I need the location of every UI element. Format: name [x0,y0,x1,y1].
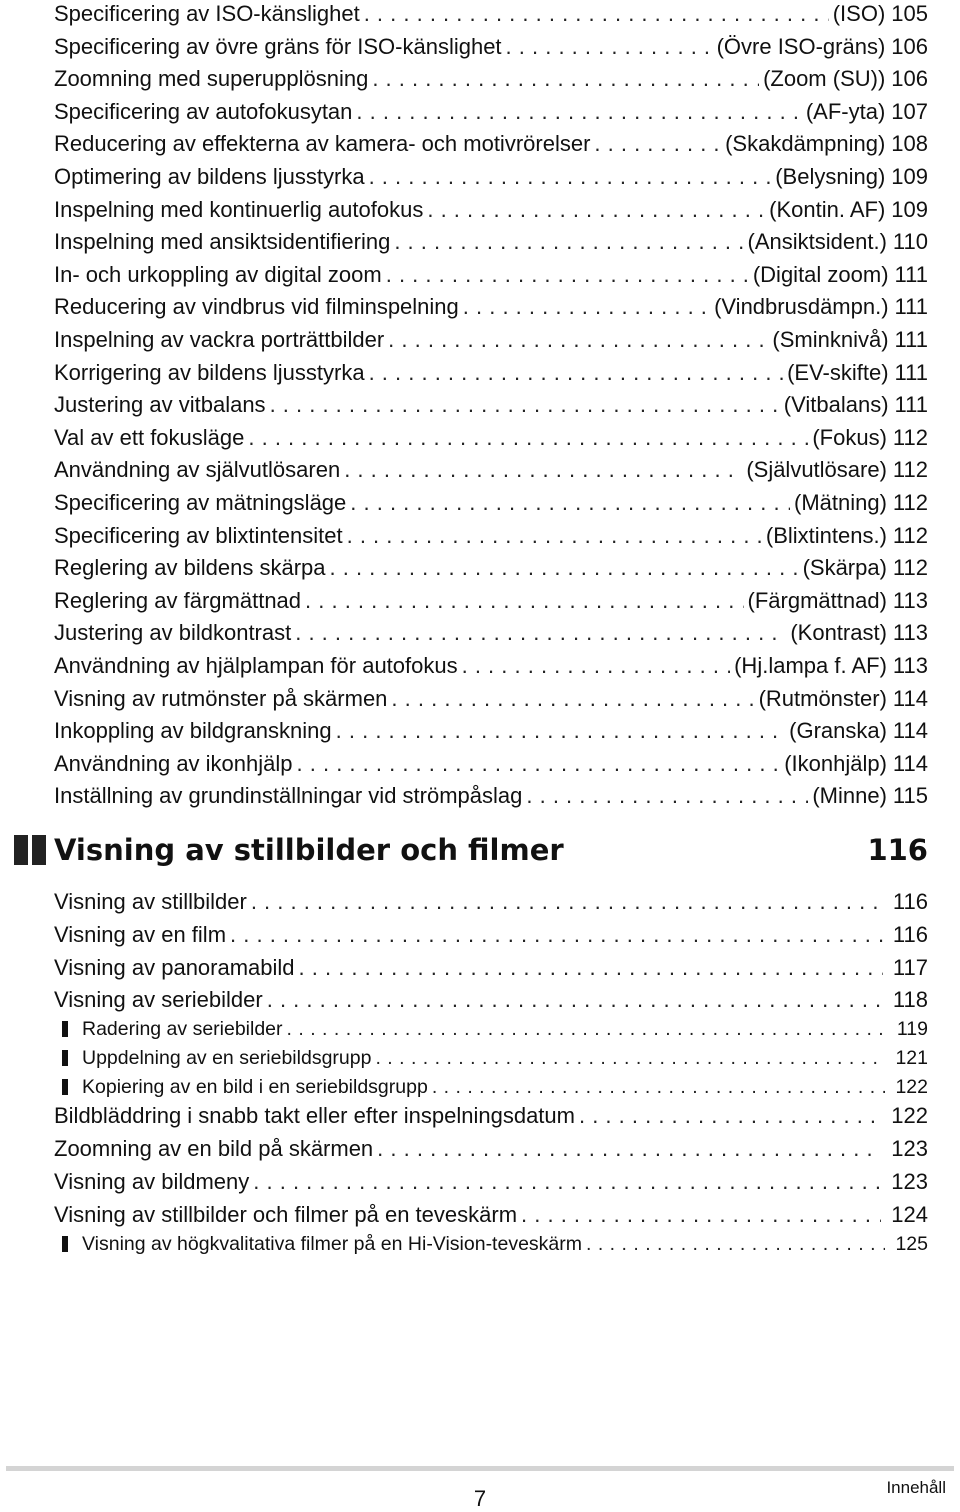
toc-entry-setting-name: (Rutmönster) [758,686,887,711]
toc-entry-page: 106 [891,66,928,91]
toc-entry-title [54,1168,249,1196]
toc-entry[interactable] [54,986,928,1014]
toc-entry-setting-name: (Minne) [812,783,887,808]
toc-entry-title [54,921,226,949]
dot-leader [427,196,765,224]
dot-leader [330,554,799,582]
toc-entry-right [784,391,928,419]
toc-entry-label: Användning av självutlösaren [54,457,341,482]
toc-entry-right [787,359,928,387]
toc-entry[interactable] [54,1135,928,1163]
toc-entry-title [54,293,459,321]
toc-entry-page: 114 [892,718,928,743]
toc-entry-page: 124 [891,1202,928,1227]
toc-entry-title [54,33,502,61]
toc-entry-title [54,391,266,419]
toc-entry[interactable] [54,293,928,321]
toc-entry-title [54,196,423,224]
sub-entry-bullet-icon [62,1079,68,1095]
toc-entry-title [54,489,346,517]
section-heading [14,830,928,870]
footer-divider [6,1466,954,1471]
toc-entry-setting-name: (Färgmättnad) [747,588,887,613]
toc-entry-setting-name: (Granska) [789,718,887,743]
toc-entry-right [748,587,928,615]
dot-leader [364,0,829,28]
toc-entry-title [54,326,384,354]
dot-leader [295,619,786,647]
toc-entry[interactable] [54,921,928,949]
toc-entry-title [62,1044,371,1072]
toc-entry-title [54,424,244,452]
toc-entry-title [54,652,458,680]
dot-leader [394,228,743,256]
toc-entry-right [885,1168,928,1196]
toc-entry[interactable] [54,750,928,778]
dot-leader [375,1044,885,1072]
toc-entry-right [803,554,928,582]
dot-leader [386,261,749,289]
toc-entry-right [772,326,928,354]
toc-entry-right [889,1044,928,1072]
toc-entry[interactable] [54,98,928,126]
toc-entry[interactable] [62,1073,928,1101]
toc-entry-right [746,456,928,484]
toc-entry-title [62,1073,428,1101]
toc-entry-page: 112 [892,555,928,580]
toc-entry-page: 105 [891,1,928,26]
toc-entry-title [54,685,387,713]
toc-entry-page: 113 [892,588,928,613]
toc-entry-right [717,33,928,61]
toc-entry-title [54,228,390,256]
toc-entry-setting-name: (Fokus) [812,425,887,450]
dot-leader [248,424,808,452]
toc-entry[interactable] [54,954,928,982]
dot-leader [336,717,785,745]
toc-entry-right [734,652,928,680]
dot-leader [305,587,744,615]
toc-entry-label: Specificering av ISO-känslighet [54,1,360,26]
toc-entry-page: 117 [892,955,928,980]
toc-entry-title [54,0,360,28]
toc-entry-right [759,685,928,713]
dot-leader [579,1102,881,1130]
toc-entry-label: Reducering av effekterna av kamera- och motivrörelser [54,131,591,156]
toc-entry-title [62,1230,582,1258]
toc-entry-label: Justering av bildkontrast [54,620,292,645]
toc-entry-label: Bildbläddring i snabb takt eller efter inspelningsdatum [54,1103,575,1128]
section-page-number: 116 [867,833,928,867]
toc-entry-right [763,65,928,93]
toc-entry[interactable] [54,391,928,419]
toc-entry-setting-name: (ISO) [832,1,886,26]
toc-entry-label: Optimering av bildens ljusstyrka [54,164,365,189]
toc-entry[interactable] [62,1044,928,1072]
toc-entry-setting-name: (Kontrast) [790,620,887,645]
toc-entry-setting-name: (Vitbalans) [783,392,889,417]
dot-leader [347,522,762,550]
dot-leader [377,1135,881,1163]
toc-entry[interactable] [54,489,928,517]
dot-leader [463,293,710,321]
toc-entry-title [54,163,365,191]
toc-entry-label: Reglering av färgmättnad [54,588,302,613]
toc-entry[interactable] [54,888,928,916]
toc-entry-page: 118 [892,987,928,1012]
toc-entry[interactable] [54,685,928,713]
toc-entry-title [54,587,301,615]
toc-entry-title [54,954,295,982]
toc-entry-right [766,522,928,550]
toc-entry-page: 115 [892,783,928,808]
toc-entry-label: Inspelning med ansiktsidentifiering [54,229,391,254]
page-number: 7 [473,1486,487,1511]
toc-entry-title [54,98,352,126]
toc-entry[interactable] [54,587,928,615]
toc-entry-title [54,359,365,387]
toc-entry-right [753,261,928,289]
toc-entry-label: Inställning av grundinställningar vid strömpåslag [54,783,523,808]
toc-entry-label: Reducering av vindbrus vid filminspelning [54,294,459,319]
toc-entry-page: 107 [891,99,928,124]
toc-entry-setting-name: (Digital zoom) [752,262,889,287]
dot-leader [462,652,731,680]
toc-entry-title [54,554,326,582]
toc-entry-label: Radering av seriebilder [82,1018,283,1040]
dot-leader [230,921,883,949]
toc-entry-right [885,1135,928,1163]
toc-entry-page: 108 [891,131,928,156]
toc-entry-page: 111 [894,392,928,417]
dot-leader [297,750,781,778]
toc-entry-right [885,1201,928,1229]
dot-leader [287,1015,887,1043]
dot-leader [388,326,768,354]
toc-entry-label: Zoomning med superupplösning [54,66,369,91]
toc-entry-title [62,1015,283,1043]
toc-entry-page: 106 [891,34,928,59]
toc-entry-setting-name: (Blixtintens.) [765,523,887,548]
toc-entry-page: 110 [892,229,928,254]
dot-leader [526,782,808,810]
toc-entry-title [54,522,343,550]
toc-entry[interactable] [54,717,928,745]
toc-entry-page: 112 [892,490,928,515]
sub-entry-bullet-icon [62,1021,68,1037]
toc-entry-page: 123 [891,1169,928,1194]
toc-entry-label: Användning av hjälplampan för autofokus [54,653,458,678]
toc-entry-page: 111 [894,262,928,287]
dot-leader [369,359,784,387]
toc-entry-page: 109 [891,164,928,189]
toc-entry-page: 122 [895,1076,928,1098]
toc-entry-title [54,261,382,289]
toc-entry-title [54,456,340,484]
toc-entry[interactable] [62,1230,928,1258]
toc-entry-label: Korrigering av bildens ljusstyrka [54,360,365,385]
toc-entry-label: Reglering av bildens skärpa [54,555,326,580]
dot-leader [356,98,801,126]
toc-entry-label: Visning av rutmönster på skärmen [54,686,388,711]
toc-entry-label: Visning av seriebilder [54,987,263,1012]
toc-entry-label: Justering av vitbalans [54,392,266,417]
toc-entry-label: Inkoppling av bildgranskning [54,718,332,743]
dot-leader [369,163,772,191]
toc-entry-setting-name: (Mätning) [794,490,887,515]
toc-entry[interactable] [54,554,928,582]
toc-entry-right [833,0,928,28]
toc-entry[interactable] [54,33,928,61]
toc-entry-title [54,782,522,810]
toc-entry-setting-name: (Ansiktsident.) [747,229,887,254]
toc-entry[interactable] [54,326,928,354]
toc-entry[interactable] [54,163,928,191]
toc-entry[interactable] [54,65,928,93]
toc-entry-setting-name: (AF-yta) [805,99,886,124]
dot-leader [372,65,759,93]
toc-entry-right [887,986,928,1014]
dot-leader [350,489,790,517]
toc-entry-right [775,163,928,191]
toc-entry-setting-name: (EV-skifte) [787,360,889,385]
toc-entry-setting-name: (Kontin. AF) [769,197,886,222]
toc-entry-label: Visning av panoramabild [54,955,295,980]
toc-entry-page: 111 [894,360,928,385]
toc-entry-page: 116 [892,889,928,914]
toc-entry[interactable] [54,652,928,680]
dot-leader [344,456,742,484]
toc-entry-title [54,1201,517,1229]
toc-entry-page: 111 [894,294,928,319]
toc-entry-label: Specificering av blixtintensitet [54,523,343,548]
toc-entry-right [790,619,928,647]
toc-entry-title [54,65,368,93]
toc-entry-right [769,196,928,224]
toc-entry-right [891,1015,928,1043]
toc-entry-label: Uppdelning av en seriebildsgrupp [82,1047,372,1069]
toc-entry-right [794,489,928,517]
toc-entry-label: Val av ett fokusläge [54,425,245,450]
toc-entry-right [725,130,928,158]
toc-entry-right [748,228,928,256]
toc-entry-label: Specificering av autofokusytan [54,99,353,124]
toc-entry-page: 123 [891,1136,928,1161]
toc-entry-title [54,986,263,1014]
toc-entry-page: 121 [895,1047,928,1069]
toc-entry-page: 113 [892,653,928,678]
toc-entry-page: 112 [892,523,928,548]
toc-entry-title [54,717,332,745]
toc-entry[interactable] [54,359,928,387]
toc-entry-right [812,424,928,452]
footer-section-label: Innehåll [886,1478,946,1497]
dot-leader [270,391,780,419]
section-title: Visning av stillbilder och filmer [54,833,564,867]
dot-leader [299,954,883,982]
toc-entry-setting-name: (Självutlösare) [746,457,887,482]
toc-entry[interactable] [54,456,928,484]
toc-entry-label: Visning av högkvalitativa filmer på en Hi-Vision-teveskärm [82,1233,583,1255]
toc-entry-right [812,782,928,810]
toc-entry-setting-name: (Skakdämpning) [725,131,886,156]
toc-entry[interactable] [54,1168,928,1196]
toc-entry-page: 125 [895,1233,928,1255]
toc-entry-label: Visning av bildmeny [54,1169,250,1194]
toc-entry-page: 109 [891,197,928,222]
toc-entry-page: 111 [894,327,928,352]
dot-leader [586,1230,885,1258]
toc-entry-page: 112 [892,457,928,482]
toc-entry-right [714,293,928,321]
toc-entry-label: Visning av en film [54,922,227,947]
dot-leader [521,1201,881,1229]
dot-leader [594,130,721,158]
toc-entry-right [806,98,928,126]
toc-entry-label: In- och urkoppling av digital zoom [54,262,382,287]
toc-entry-page: 112 [892,425,928,450]
toc-entry-setting-name: (Övre ISO-gräns) [716,34,886,59]
toc-entry-right [889,1073,928,1101]
dot-leader [267,986,883,1014]
toc-entry[interactable] [54,0,928,28]
toc-entry-page: 113 [892,620,928,645]
toc-entry-label: Zoomning av en bild på skärmen [54,1136,374,1161]
toc-entry[interactable] [54,1201,928,1229]
toc-entry[interactable] [54,228,928,256]
toc-entry-page: 114 [892,751,928,776]
toc-entry-page: 122 [891,1103,928,1128]
toc-entry-right [784,750,928,778]
toc-entry[interactable] [54,619,928,647]
toc-entry-title [54,888,247,916]
toc-entry[interactable] [54,261,928,289]
toc-entry[interactable] [54,782,928,810]
toc-entry-title [54,1135,373,1163]
toc-entry[interactable] [54,130,928,158]
toc-entry-setting-name: (Sminknivå) [772,327,889,352]
toc-entry-right [889,1230,928,1258]
toc-entry-setting-name: (Ikonhjälp) [784,751,887,776]
toc-entry[interactable] [54,1102,928,1130]
toc-entry[interactable] [62,1015,928,1043]
toc-entry-setting-name: (Zoom (SU)) [763,66,886,91]
dot-leader [432,1073,886,1101]
toc-entry-title [54,130,590,158]
sub-entry-bullet-icon [62,1050,68,1066]
toc-entry-setting-name: (Hj.lampa f. AF) [734,653,887,678]
dot-leader [253,1168,881,1196]
toc-entry-setting-name: (Vindbrusdämpn.) [714,294,889,319]
toc-entry-right [885,1102,928,1130]
toc-entry-label: Visning av stillbilder [54,889,247,914]
toc-entry-right [887,921,928,949]
sub-entry-bullet-icon [62,1236,68,1252]
dot-leader [506,33,713,61]
dot-leader [391,685,754,713]
toc-entry-right [789,717,928,745]
toc-entry-label: Visning av stillbilder och filmer på en teveskärm [54,1202,518,1227]
toc-entry-right [887,954,928,982]
toc-entry-label: Inspelning med kontinuerlig autofokus [54,197,424,222]
toc-entry-title [54,1102,575,1130]
section-marker-icon [14,835,46,865]
toc-entry[interactable] [54,424,928,452]
toc-entry-setting-name: (Skärpa) [802,555,887,580]
toc-entry-page: 119 [896,1018,928,1040]
toc-entry-right [887,888,928,916]
toc-entry-title [54,750,293,778]
toc-entry[interactable] [54,522,928,550]
toc-entry-label: Inspelning av vackra porträttbilder [54,327,385,352]
toc-entry-label: Specificering av mätningsläge [54,490,347,515]
toc-entry-setting-name: (Belysning) [775,164,886,189]
toc-entry[interactable] [54,196,928,224]
toc-entry-label: Specificering av övre gräns för ISO-känslighet [54,34,502,59]
toc-entry-label: Kopiering av en bild i en seriebildsgrupp [82,1076,428,1098]
dot-leader [251,888,883,916]
toc-entry-page: 116 [892,922,928,947]
toc-entry-page: 114 [892,686,928,711]
toc-entry-title [54,619,291,647]
toc-entry-label: Användning av ikonhjälp [54,751,293,776]
